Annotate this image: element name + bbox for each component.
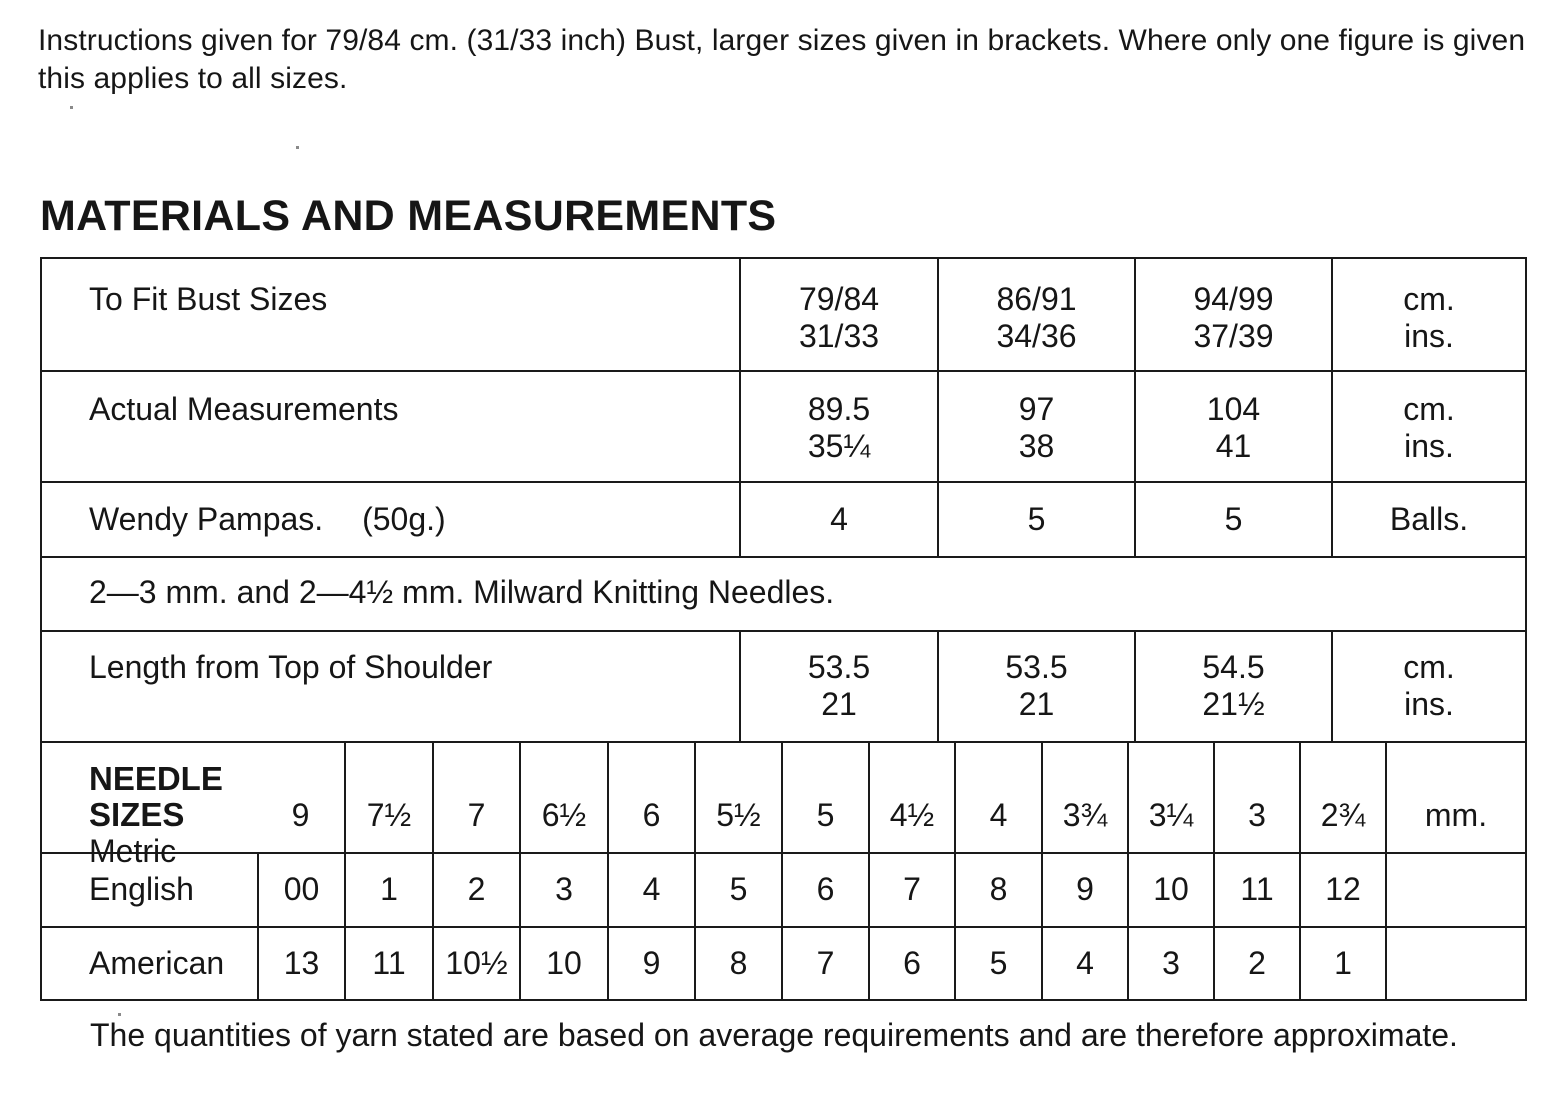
- needle-metric-value: 3¾: [1041, 743, 1127, 852]
- needle-american-value: 13: [257, 928, 344, 999]
- needle-metric-label: Metric: [89, 833, 177, 869]
- length-size-2-in: 21: [1018, 686, 1055, 722]
- yarn-label: Wendy Pampas.: [89, 501, 324, 537]
- bust-size-3-cm: 94/99: [1193, 281, 1274, 317]
- needle-english-value: 2: [432, 854, 519, 926]
- materials-table: [40, 257, 1527, 1001]
- length-row: [42, 632, 1525, 743]
- needle-metric-unit: mm.: [1385, 743, 1525, 852]
- needle-metric-value: 9: [291, 797, 310, 833]
- needle-english-row: [42, 854, 1525, 928]
- needle-american-value: 7: [781, 928, 868, 999]
- length-size-3: [1134, 632, 1331, 741]
- needle-metric-value: 4: [954, 743, 1041, 852]
- needle-english-unit-empty: [1385, 854, 1525, 926]
- length-size-1-in: 21: [821, 686, 857, 722]
- yarn-balls-size-2: 5: [937, 483, 1134, 556]
- needle-american-value: 3: [1127, 928, 1213, 999]
- needle-american-value: 5: [954, 928, 1041, 999]
- needle-american-value: 10½: [432, 928, 519, 999]
- yarn-quantity-note: The quantities of yarn stated are based on average requirements and are therefore approximate.: [90, 1017, 1458, 1053]
- yarn-row: [42, 483, 1525, 558]
- actual-size-1-cm: 89.5: [807, 391, 871, 427]
- section-title: MATERIALS AND MEASUREMENTS: [40, 192, 777, 240]
- needle-english-label: English: [89, 871, 194, 907]
- needle-metric-value: 6½: [519, 743, 607, 852]
- scan-speck: [70, 106, 73, 109]
- needle-american-value: 11: [344, 928, 432, 999]
- length-unit-cm: cm.: [1403, 649, 1455, 685]
- needle-english-value: 10: [1127, 854, 1213, 926]
- needle-american-value: 8: [694, 928, 781, 999]
- yarn-weight: (50g.): [362, 501, 446, 537]
- bust-sizes-row: [42, 259, 1525, 372]
- needle-american-label: American: [89, 945, 225, 981]
- actual-unit-cm: cm.: [1403, 391, 1455, 427]
- actual-size-3: [1134, 372, 1331, 481]
- needle-english-value: 3: [519, 854, 607, 926]
- bust-size-2-in: 34/36: [996, 318, 1077, 354]
- needles-note: 2—3 mm. and 2—4½ mm. Milward Knitting Needles.: [89, 574, 835, 610]
- actual-units: [1331, 372, 1525, 481]
- length-size-1-cm: 53.5: [807, 649, 871, 685]
- actual-size-1: [739, 372, 937, 481]
- actual-size-2-cm: 97: [1018, 391, 1055, 427]
- actual-size-2-in: 38: [1018, 428, 1055, 464]
- actual-measurements-label: Actual Measurements: [89, 391, 399, 427]
- needle-english-value: 1: [344, 854, 432, 926]
- bust-unit-in: ins.: [1404, 318, 1454, 354]
- actual-unit-in: ins.: [1404, 428, 1454, 464]
- bust-unit-cm: cm.: [1403, 281, 1455, 317]
- needle-english-value: 8: [954, 854, 1041, 926]
- needle-metric-value: 2¾: [1299, 743, 1385, 852]
- bust-size-3: [1134, 259, 1331, 370]
- length-size-3-cm: 54.5: [1202, 649, 1265, 685]
- bust-units: [1331, 259, 1525, 370]
- needle-metric-value: 4½: [868, 743, 954, 852]
- needle-metric-value: 6: [607, 743, 694, 852]
- length-size-1: [739, 632, 937, 741]
- actual-size-1-in: 35¼: [807, 428, 871, 464]
- needle-american-value: 10: [519, 928, 607, 999]
- needle-english-value: 7: [868, 854, 954, 926]
- needle-american-unit-empty: [1385, 928, 1525, 999]
- needle-english-value: 00: [257, 854, 344, 926]
- needle-american-value: 1: [1299, 928, 1385, 999]
- needle-metric-row: [42, 743, 1525, 869]
- scan-speck: [118, 1013, 121, 1016]
- needle-english-value: 5: [694, 854, 781, 926]
- needle-american-value: 9: [607, 928, 694, 999]
- needle-metric-value: 5: [781, 743, 868, 852]
- length-label: Length from Top of Shoulder: [89, 649, 493, 685]
- needles-note-row: [42, 558, 1525, 632]
- bust-size-2-cm: 86/91: [996, 281, 1077, 317]
- bust-size-1-in: 31/33: [798, 318, 880, 354]
- length-unit-in: ins.: [1404, 686, 1454, 722]
- intro-text: Instructions given for 79/84 cm. (31/33 inch) Bust, larger sizes given in brackets. Where only one figure is given this applies to all sizes.: [38, 24, 1526, 95]
- bust-size-1: [739, 259, 937, 370]
- needle-english-value: 6: [781, 854, 868, 926]
- needle-metric-value: 7: [432, 743, 519, 852]
- actual-measurements-row: [42, 372, 1525, 483]
- needle-english-value: 11: [1213, 854, 1299, 926]
- length-units: [1331, 632, 1525, 741]
- yarn-label-cell: [42, 483, 739, 556]
- needle-american-value: 4: [1041, 928, 1127, 999]
- yarn-balls-size-1: 4: [739, 483, 937, 556]
- bust-size-1-cm: 79/84: [798, 281, 880, 317]
- needle-metric-label-cell: [42, 743, 257, 869]
- needle-american-value: 2: [1213, 928, 1299, 999]
- yarn-unit: Balls.: [1331, 483, 1525, 556]
- needle-metric-value: 5½: [694, 743, 781, 852]
- scan-speck: [296, 146, 299, 149]
- needle-american-value: 6: [868, 928, 954, 999]
- needle-metric-value: 3: [1213, 743, 1299, 852]
- needle-metric-value: 7½: [344, 743, 432, 852]
- needle-english-value: 12: [1299, 854, 1385, 926]
- length-size-2-cm: 53.5: [1005, 649, 1068, 685]
- needle-sizes-heading: NEEDLE SIZES: [89, 760, 223, 833]
- yarn-balls-size-3: 5: [1134, 483, 1331, 556]
- bust-size-2: [937, 259, 1134, 370]
- needle-american-row: [42, 928, 1525, 999]
- actual-size-3-in: 41: [1215, 428, 1252, 464]
- length-size-2: [937, 632, 1134, 741]
- actual-size-3-cm: 104: [1206, 391, 1261, 427]
- needle-metric-value: 3¼: [1127, 743, 1213, 852]
- actual-size-2: [937, 372, 1134, 481]
- bust-sizes-label: To Fit Bust Sizes: [89, 281, 328, 317]
- needle-english-value: 9: [1041, 854, 1127, 926]
- length-size-3-in: 21½: [1202, 686, 1265, 722]
- needle-english-value: 4: [607, 854, 694, 926]
- bust-size-3-in: 37/39: [1193, 318, 1274, 354]
